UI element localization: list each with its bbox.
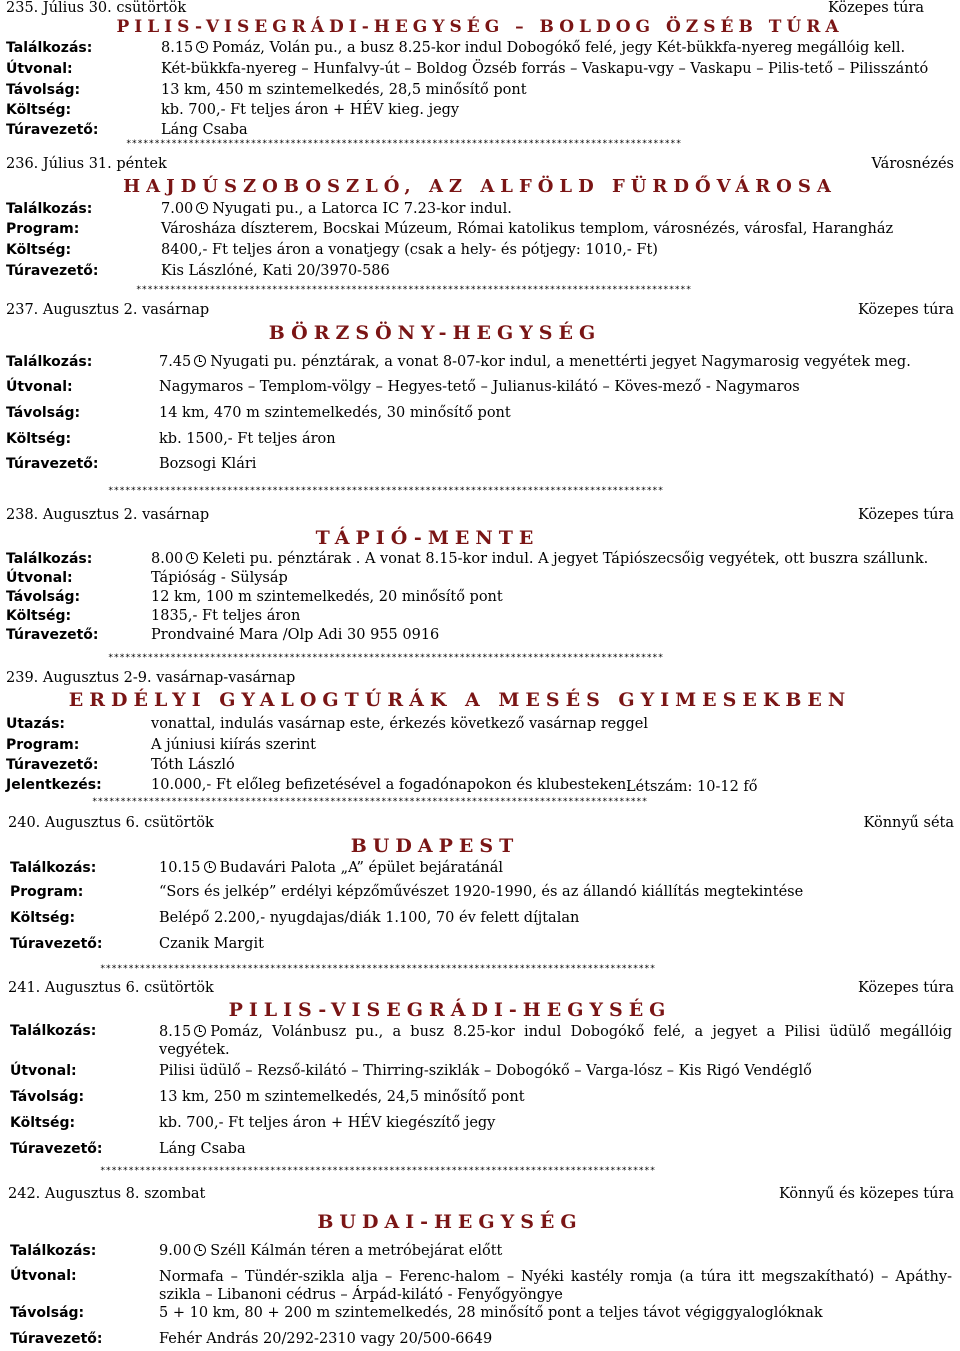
- label: Költség:: [6, 242, 72, 258]
- value: kb. 1500,- Ft teljes áron: [159, 431, 336, 447]
- value: 7.00 Nyugati pu., a Latorca IC 7.23-kor indul.: [161, 201, 512, 217]
- label: Program:: [10, 884, 84, 900]
- event-type: Városnézés: [871, 156, 954, 172]
- event-number-date: 242. Augusztus 8. szombat: [8, 1186, 206, 1202]
- value: 10.15 Budavári Palota „A” épület bejáratánál: [159, 860, 504, 876]
- separator: **************************************************************************************************: [126, 139, 682, 149]
- value: Kis Lászlóné, Kati 20/3970-586: [161, 263, 390, 279]
- label: Program:: [6, 221, 80, 237]
- label: Találkozás:: [6, 40, 93, 56]
- event-type: Könnyű séta: [863, 815, 954, 831]
- value: 8400,- Ft teljes áron a vonatjegy (csak a hely- és pótjegy: 1010,- Ft): [161, 242, 658, 258]
- label: Útvonal:: [10, 1063, 77, 1079]
- event-header: [0, 980, 960, 998]
- value: Nagymaros – Templom-völgy – Hegyes-tető – Julianus-kilátó – Köves-mező - Nagymaros: [159, 379, 800, 395]
- value: 8.00 Keleti pu. pénztárak . A vonat 8.15-kor indul. A jegyet Tápiószecsőig vegyétek, ott buszra szállunk.: [151, 551, 929, 567]
- event-header: [0, 302, 960, 320]
- value: vonattal, indulás vasárnap este, érkezés következő vasárnap reggel: [151, 716, 649, 732]
- event-number-date: 239. Augusztus 2-9. vasárnap-vasárnap: [6, 670, 296, 686]
- label: Találkozás:: [10, 860, 97, 876]
- row-meeting: [10, 1023, 952, 1063]
- event-title: ERDÉLYI GYALOGTÚRÁK A MESÉS GYIMESEKBEN: [68, 689, 852, 711]
- label: Találkozás:: [6, 354, 93, 370]
- value: Czanik Margit: [159, 936, 264, 952]
- separator: **************************************************************************************************: [108, 653, 664, 663]
- value: 10.000,- Ft előleg befizetésével a fogadónapokon és klubesteken.: [151, 777, 631, 793]
- event-type: Közepes túra: [827, 0, 924, 16]
- clock-icon: [194, 355, 206, 367]
- value: 12 km, 100 m szintemelkedés, 20 minősítő pont: [151, 589, 503, 605]
- label: Találkozás:: [6, 201, 93, 217]
- label: Túravezető:: [10, 936, 103, 952]
- label: Távolság:: [6, 405, 81, 421]
- label: Útvonal:: [6, 570, 73, 586]
- row-route: [10, 1268, 952, 1308]
- separator: **************************************************************************************************: [92, 797, 648, 807]
- label: Túravezető:: [6, 627, 99, 643]
- value: Két-bükkfa-nyereg – Hunfalvy-út – Boldog Özséb forrás – Vaskapu-vgy – Vaskapu – Pilis-tető – Pilisszántó: [161, 61, 929, 77]
- event-number-date: 238. Augusztus 2. vasárnap: [6, 507, 210, 523]
- event-number-date: 241. Augusztus 6. csütörtök: [8, 980, 214, 996]
- clock-icon: [194, 1244, 206, 1256]
- value: Belépő 2.200,- nyugdajas/diák 1.100, 70 év felett díjtalan: [159, 910, 580, 926]
- label: Találkozás:: [10, 1243, 97, 1259]
- label: Távolság:: [10, 1089, 85, 1105]
- value: 14 km, 470 m szintemelkedés, 30 minősítő pont: [159, 405, 511, 421]
- label: Találkozás:: [10, 1023, 97, 1039]
- label: Program:: [6, 737, 80, 753]
- value: Fehér András 20/292-2310 vagy 20/500-6649: [159, 1331, 493, 1347]
- label: Túravezető:: [10, 1331, 103, 1347]
- label: Jelentkezés:: [6, 777, 102, 793]
- label: Útvonal:: [10, 1268, 77, 1284]
- value: A júniusi kiírás szerint: [151, 737, 317, 753]
- value: 9.00 Széll Kálmán téren a metróbejárat előtt: [159, 1243, 503, 1259]
- clock-icon: [196, 41, 208, 53]
- value: “Sors és jelkép” erdélyi képzőművészet 1920-1990, és az állandó kiállítás megtekintése: [159, 884, 804, 900]
- value: Láng Csaba: [159, 1141, 246, 1157]
- value: Tóth László: [151, 757, 235, 773]
- label: Útvonal:: [6, 61, 73, 77]
- value: 8.15 Pomáz, Volánbusz pu., a busz 8.25-kor indul Dobogókő felé, a jegyet a Pilisi üdülő megállóig vegyétek.: [159, 1024, 952, 1058]
- event-number-date: 240. Augusztus 6. csütörtök: [8, 815, 214, 831]
- event-title: BUDAI-HEGYSÉG: [317, 1211, 583, 1233]
- event-header: [0, 0, 960, 18]
- label: Túravezető:: [6, 757, 99, 773]
- event-number-date: 235. Július 30. csütörtök: [6, 0, 187, 16]
- event-header: [0, 1186, 960, 1204]
- value: Bozsogi Klári: [159, 456, 257, 472]
- value: 1835,- Ft teljes áron: [151, 608, 301, 624]
- label: Találkozás:: [6, 551, 93, 567]
- event-type: Könnyű és közepes túra: [778, 1186, 954, 1202]
- label: Távolság:: [6, 82, 81, 98]
- clock-icon: [186, 552, 198, 564]
- event-title: BUDAPEST: [350, 835, 520, 857]
- value: Tápióság - Sülysáp: [151, 570, 288, 586]
- value: 5 + 10 km, 80 + 200 m szintemelkedés, 28 minősítő pont a teljes távot végiggyaloglóknak: [159, 1305, 823, 1321]
- clock-icon: [196, 202, 208, 214]
- label: Távolság:: [10, 1305, 85, 1321]
- value: Normafa – Tündér-szikla alja – Ferenc-halom – Nyéki kastély romja (a túra itt megszakítható) – Apáthy-szikla – Libanoni cédrus – Árpád-kilátó - Fenyőgyöngye: [159, 1269, 952, 1303]
- event-title: BÖRZSÖNY-HEGYSÉG: [268, 322, 602, 344]
- event-type: Közepes túra: [857, 980, 954, 996]
- value: Városháza díszterem, Bocskai Múzeum, Római katolikus templom, városnézés, városfal, Harangház: [161, 221, 894, 237]
- value: kb. 700,- Ft teljes áron + HÉV kieg. jegy: [161, 102, 460, 118]
- event-header: [0, 815, 960, 833]
- separator: **************************************************************************************************: [108, 486, 664, 496]
- event-number-date: 236. Július 31. péntek: [6, 156, 167, 172]
- label: Távolság:: [6, 589, 81, 605]
- clock-icon: [194, 1025, 206, 1037]
- label: Költség:: [10, 1115, 76, 1131]
- separator: **************************************************************************************************: [136, 285, 692, 295]
- value: 8.15 Pomáz, Volán pu., a busz 8.25-kor indul Dobogókő felé, jegy Két-bükkfa-nyereg megállóig kell.: [161, 40, 906, 56]
- event-type: Közepes túra: [857, 507, 954, 523]
- value: 13 km, 450 m szintemelkedés, 28,5 minősítő pont: [161, 82, 527, 98]
- event-type: Közepes túra: [857, 302, 954, 318]
- event-title: HAJDÚSZOBOSZLÓ, AZ ALFÖLD FÜRDŐVÁROSA: [123, 176, 837, 197]
- label: Túravezető:: [6, 263, 99, 279]
- event-header: [0, 156, 960, 174]
- label: Utazás:: [6, 716, 66, 732]
- label: Túravezető:: [10, 1141, 103, 1157]
- clock-icon: [204, 861, 216, 873]
- label: Költség:: [10, 910, 76, 926]
- event-number-date: 237. Augusztus 2. vasárnap: [6, 302, 210, 318]
- label: Útvonal:: [6, 379, 73, 395]
- event-title: PILIS-VISEGRÁDI-HEGYSÉG: [228, 999, 672, 1021]
- event-title: TÁPIÓ-MENTE: [315, 527, 540, 549]
- separator: **************************************************************************************************: [100, 1166, 656, 1176]
- value: Láng Csaba: [161, 122, 248, 138]
- separator: **************************************************************************************************: [100, 964, 656, 974]
- event-header: [0, 670, 960, 688]
- label: Költség:: [6, 431, 72, 447]
- value: 13 km, 250 m szintemelkedés, 24,5 minősítő pont: [159, 1089, 525, 1105]
- label: Költség:: [6, 608, 72, 624]
- label: Túravezető:: [6, 122, 99, 138]
- label: Túravezető:: [6, 456, 99, 472]
- label: Költség:: [6, 102, 72, 118]
- value: Prondvainé Mara /Olp Adi 30 955 0916: [151, 627, 440, 643]
- value: 7.45 Nyugati pu. pénztárak, a vonat 8-07-kor indul, a menettérti jegyet Nagymarosig vegyétek meg.: [159, 354, 911, 370]
- headcount: Létszám: 10-12 fő: [626, 779, 758, 795]
- event-header: [0, 507, 960, 525]
- event-title: PILIS-VISEGRÁDI-HEGYSÉG – BOLDOG ÖZSÉB TÚRA: [116, 17, 844, 37]
- value: Pilisi üdülő – Rezső-kilátó – Thirring-sziklák – Dobogókő – Varga-lósz – Kis Rigó Vendéglő: [159, 1063, 812, 1079]
- value: kb. 700,- Ft teljes áron + HÉV kiegészítő jegy: [159, 1115, 496, 1131]
